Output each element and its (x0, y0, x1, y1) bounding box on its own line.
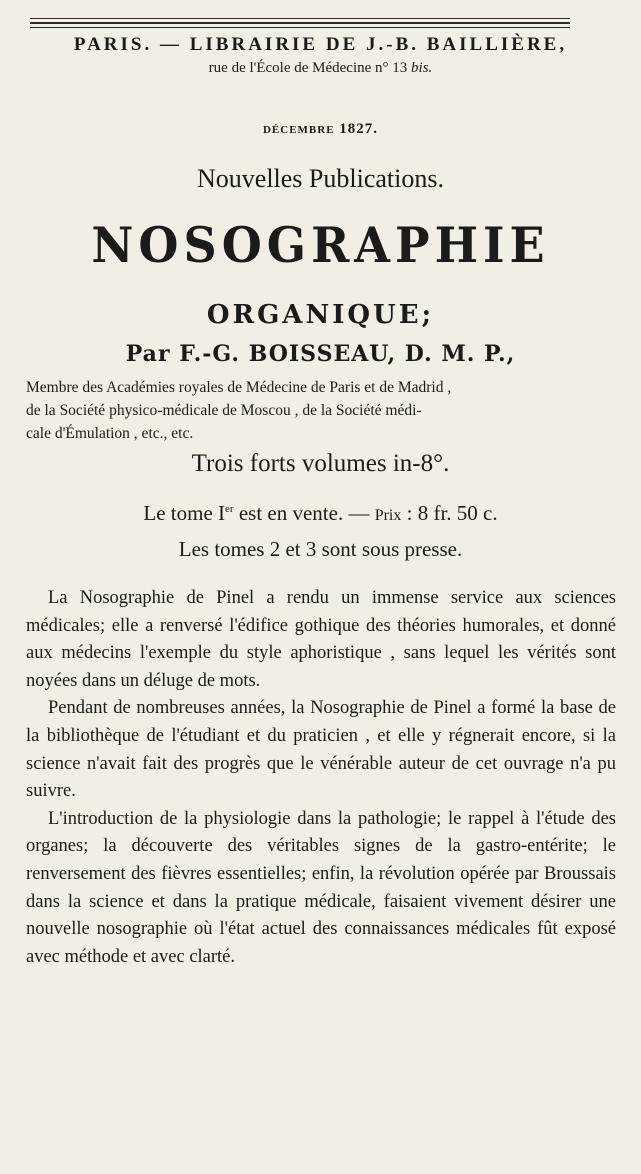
body-paragraph: La Nosographie de Pinel a rendu un immense service aux sciences médicales; elle a renversé l'édifice gothique des théories humorales, et donné aux médecins l'exemple du style aphoristique , sans lequel les vérités sont noyées dans un déluge de mots. (26, 588, 616, 691)
book-subtitle: ORGANIQUE; (206, 300, 435, 330)
tome1-text: Le tome I (143, 501, 226, 525)
top-rule-bottom (30, 27, 570, 28)
address-text: rue de l'École de Médecine n° 13 (208, 60, 412, 76)
book-author (0, 341, 641, 367)
address-bis: bis. (411, 60, 433, 76)
tome1-availability (0, 501, 641, 526)
price-value: : 8 fr. 50 c. (401, 501, 498, 525)
author-affiliations (26, 376, 616, 445)
top-rule-thick (30, 22, 570, 24)
tome1-status: est en vente. — (233, 501, 375, 525)
body-paragraph: L'introduction de la physiologie dans la pathologie; le rappel à l'étude des organes; la découverte des véritables signes de la gastro-entérite; le renversement des fièvres essentielles; enfin, la révolution opérée par Broussais dans la science et dans la pratique médicale, faisaient vivement désirer une nouvelle nosographie où l'état actuel des connaissances médicales fût exposé avec méthode et avec clarté. (26, 808, 616, 967)
tomes-in-press: Les tomes 2 et 3 sont sous presse. (178, 537, 463, 561)
author-name: F.-G. BOISSEAU, D. M. P., (179, 341, 516, 367)
body-paragraph: Pendant de nombreuses années, la Nosographie de Pinel a formé la base de la bibliothèque de l'étudiant et du praticien , et elle y régnerait encore, si la science n'avait fait des progrès que le vénérable auteur de cet ouvrage n'a pu suivre. (26, 698, 616, 802)
tome1-sup: er (225, 503, 234, 515)
date-month: DÉCEMBRE (262, 124, 335, 136)
top-rule (30, 18, 570, 19)
author-prefix: Par (125, 341, 171, 367)
date-year: 1827. (339, 121, 379, 137)
publication-date (0, 121, 641, 138)
publisher-line: PARIS. — LIBRAIRIE DE J.-B. BAILLIÈRE, (73, 34, 568, 55)
section-title: Nouvelles Publications. (197, 164, 444, 193)
price-label: Prix (374, 507, 402, 524)
body-text (26, 585, 616, 971)
volumes-info: Trois forts volumes in-8°. (191, 450, 450, 477)
affiliation-line: Membre des Académies royales de Médecine de Paris et de Madrid , (26, 379, 452, 396)
affiliation-line: de la Société physico-médicale de Moscou , de la Société médi- (26, 402, 422, 419)
affiliation-line: cale d'Émulation , etc., etc. (26, 425, 194, 442)
book-title: NOSOGRAPHIE (91, 216, 550, 274)
publisher-address (0, 60, 641, 77)
